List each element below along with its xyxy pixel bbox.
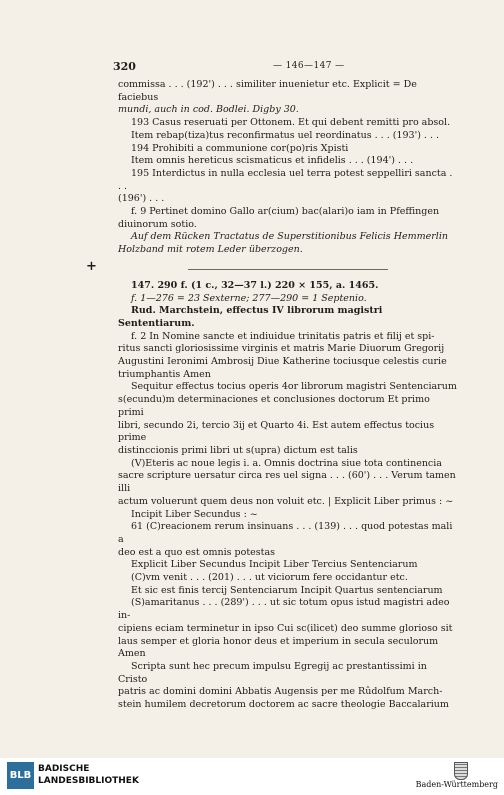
text-line: distinccionis primi libri ut s(upra) dictum est talis — [118, 444, 358, 456]
logo-abbrev: BLB — [9, 770, 32, 781]
text-line: (S)amaritanus . . . (289') . . . ut sic totum opus istud magistri adeo in- — [118, 597, 450, 622]
text-line: actum voluerunt quem deus non voluit etc. | Explicit Liber primus : ~ — [118, 495, 454, 507]
text-line: (196') . . . — [118, 193, 165, 205]
text-line: laus semper et gloria honor deus et imperium in secula seculorum Amen — [118, 635, 439, 660]
text-line: Incipit Liber Secundus : ~ — [131, 508, 258, 520]
text-line: 193 Casus reseruati per Ottonem. Et qui debent remitti pro absol. — [131, 117, 451, 129]
library-name-line2: LANDESBIBLIOTHEK — [38, 776, 139, 786]
text-line: Et sic est finis tercij Sentenciarum Incipit Quartus sentenciarum — [131, 584, 443, 596]
text-line: Auf dem Rücken Tractatus de Superstitionibus Felicis Hemmerlin — [131, 231, 448, 243]
text-line: Item omnis hereticus scismaticus et infidelis . . . (194') . . . — [131, 155, 414, 167]
text-line: 195 Interdictus in nulla ecclesia uel terra potest seppelliri sancta . . . — [118, 167, 453, 192]
text-line: f. 2 In Nomine sancte et indiuidue trinitatis patris et filij et spi- — [131, 330, 435, 342]
entry-title: Rud. Marchstein, effectus IV librorum magistri Sententiarum. — [118, 305, 383, 329]
text-line: sacre scripture uersatur circa res uel signa . . . (60') . . . Verum tamen illi — [118, 470, 456, 495]
text-line: (C)vm venit . . . (201) . . . ut viciorum fere occidantur etc. — [131, 572, 408, 584]
text-line: 61 (C)reacionem rerum insinuans . . . (139) . . . quod potestas mali a — [118, 521, 453, 545]
text-line: patris ac domini domini Abbatis Augensis per me Rûdolfum March- — [118, 686, 443, 698]
text-line: Scripta sunt hec precum impulsu Egregij ac prestantissimi in Cristo — [118, 660, 427, 685]
entry-heading: 147. 290 f. (1 c., 32—37 l.) 220 × 155, a. 1465. — [131, 279, 379, 291]
text-line: Item rebap(tiza)tus reconfirmatus uel reordinatus . . . (193') . . . — [131, 129, 440, 141]
text-line: libri, secundo 2i, tercio 3ij et Quarto 4i. Est autem effectus tocius prime — [118, 419, 435, 444]
text-line: ritus sancti gloriosissime virginis et matris Marie Diuorum Gregorij — [118, 343, 445, 355]
blb-logo — [7, 762, 34, 789]
state-name: Baden-Württemberg — [415, 780, 498, 789]
text-line: f. 1—276 = 23 Sexterne; 277—290 = 1 Septenio. — [131, 292, 367, 304]
text-line: stein humilem decretorum doctorem ac sacre theologie Baccalarium — [118, 699, 449, 711]
text-line: mundi, auch in cod. Bodlei. Digby 30. — [118, 104, 299, 116]
text-line: cipiens eciam terminetur in ipso Cui sc(ilicet) deo summe glorioso sit — [118, 622, 453, 634]
text-line: Explicit Liber Secundus Incipit Liber Tercius Sentenciarum — [131, 559, 418, 571]
page-header — [113, 60, 453, 76]
text-line: f. 9 Pertinet domino Gallo ar(cium) bac(alari)o iam in Pfeffingen — [131, 206, 440, 218]
text-line: commissa . . . (192') . . . similiter inuenietur etc. Explicit = De faciebus — [118, 79, 417, 103]
text-line: s(ecundu)m determinaciones et conclusiones doctorum Et primo primi — [118, 394, 430, 418]
text-line: deo est a quo est omnis potestas — [118, 546, 275, 558]
text-line: triumphantis Amen — [118, 368, 211, 380]
text-line: Sequitur effectus tocius operis 4or librorum magistri Sentenciarum — [131, 381, 457, 393]
margin-cross-mark: + — [86, 259, 97, 274]
library-name-line1: BADISCHE — [38, 764, 90, 774]
state-crest-icon — [454, 762, 468, 780]
text-line: Holzband mit rotem Leder überzogen. — [118, 244, 303, 256]
running-head: — 146—147 — — [273, 61, 345, 71]
page-number: 320 — [113, 60, 136, 73]
section-divider — [188, 269, 388, 270]
text-line: (V)Eteris ac noue legis i. a. Omnis doctrina siue tota continencia — [131, 457, 442, 469]
library-footer — [0, 758, 504, 795]
text-line: 194 Prohibiti a communione cor(po)ris Xpisti — [131, 142, 349, 154]
text-line: diuinorum sotio. — [118, 218, 197, 230]
catalog-text — [118, 79, 457, 712]
text-line: Augustini Ieronimi Ambrosij Diue Katherine tociusque celestis curie — [118, 356, 447, 368]
